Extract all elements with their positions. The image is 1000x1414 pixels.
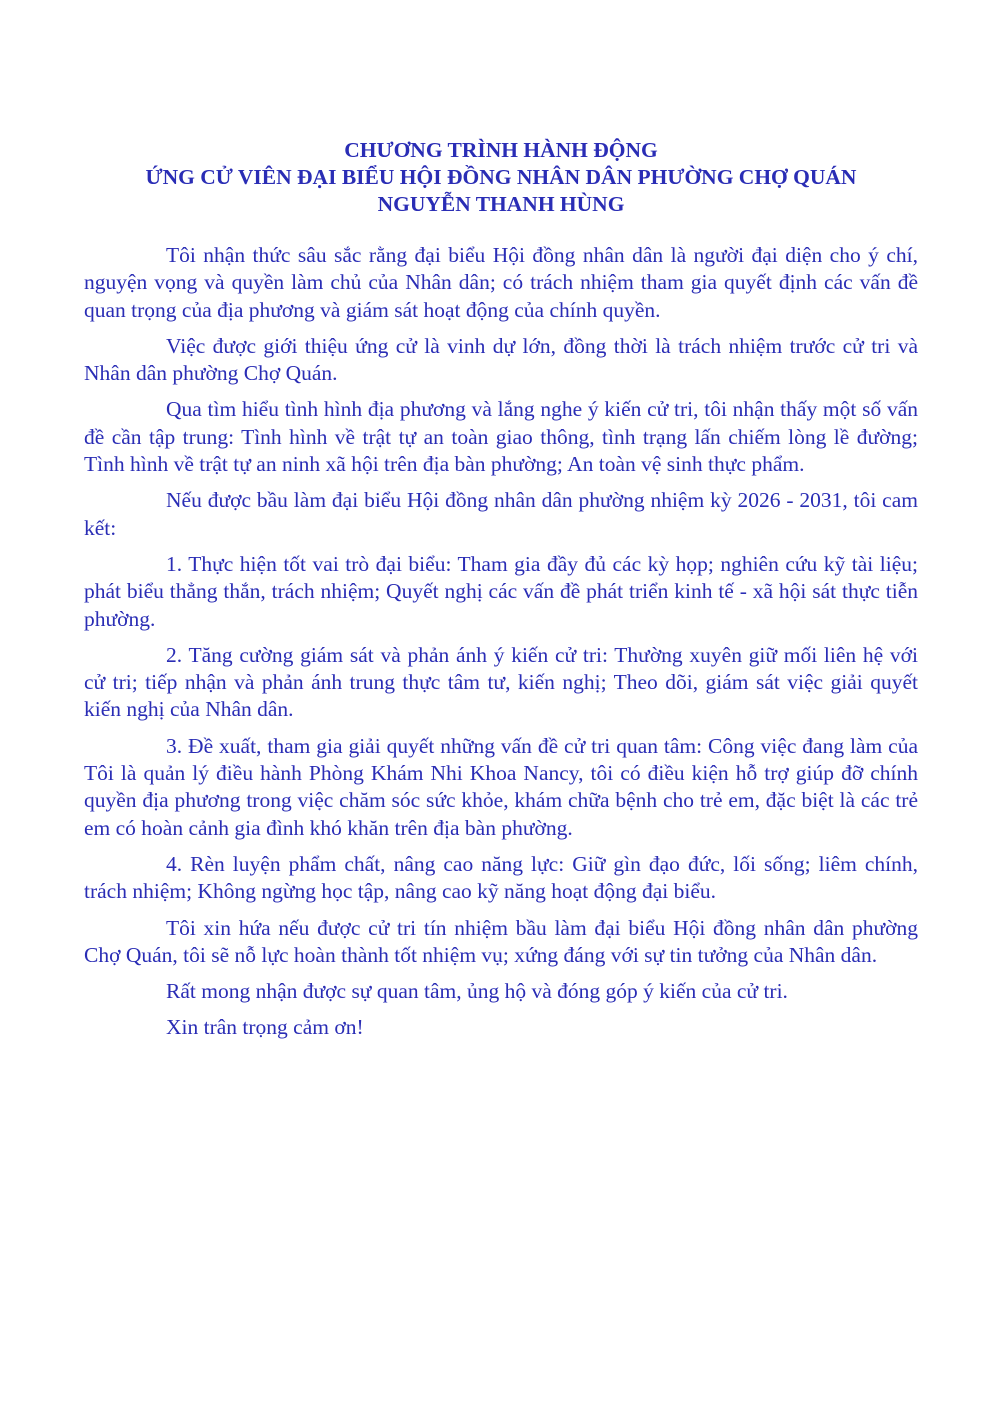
paragraph-promise: Tôi xin hứa nếu được cử tri tín nhiệm bầu làm đại biểu Hội đồng nhân dân phường Chợ Quán, tôi sẽ nỗ lực hoàn thành tốt nhiệm vụ; xứng đáng với sự tin tưởng của Nhân dân.: [84, 915, 918, 967]
paragraph-commitment-intro: Nếu được bầu làm đại biểu Hội đồng nhân dân phường nhiệm kỳ 2026 - 2031, tôi cam kết:: [84, 488, 918, 540]
title-line-candidate-role: ỨNG CỬ VIÊN ĐẠI BIỂU HỘI ĐỒNG NHÂN DÂN PHƯỜNG CHỢ QUÁN: [145, 165, 857, 189]
title-line-heading: CHƯƠNG TRÌNH HÀNH ĐỘNG: [344, 138, 658, 162]
commitment-item-2: 2. Tăng cường giám sát và phản ánh ý kiến cử tri: Thường xuyên giữ mối liên hệ với cử tri; tiếp nhận và phản ánh trung thực tâm tư, kiến nghị; Theo dõi, giám sát việc giải quyết kiến nghị của Nhân dân.: [84, 642, 918, 722]
title-line-candidate-name: NGUYỄN THANH HÙNG: [377, 192, 625, 216]
paragraph-thanks: Xin trân trọng cảm ơn!: [166, 1015, 364, 1040]
commitment-item-3: 3. Đề xuất, tham gia giải quyết những vấn đề cử tri quan tâm: Công việc đang làm của Tôi là quản lý điều hành Phòng Khám Nhi Khoa Nancy, tôi có điều kiện hỗ trợ giúp đỡ chính quyền địa phương trong việc chăm sóc sức khỏe, khám chữa bệnh cho trẻ em, đặc biệt là các trẻ em có hoàn cảnh gia đình khó khăn trên địa bàn phường.: [84, 733, 918, 840]
document-title: [84, 137, 918, 218]
commitment-item-1: 1. Thực hiện tốt vai trò đại biểu: Tham gia đầy đủ các kỳ họp; nghiên cứu kỹ tài liệu; phát biểu thẳng thắn, trách nhiệm; Quyết nghị các vấn đề phát triển kinh tế - xã hội sát thực tiễn phường.: [84, 551, 918, 631]
paragraph-local-issues: Qua tìm hiểu tình hình địa phương và lắng nghe ý kiến cử tri, tôi nhận thấy một số vấn đề cần tập trung: Tình hình về trật tự an toàn giao thông, tình trạng lấn chiếm lòng lề đường; Tình hình về trật tự an ninh xã hội trên địa bàn phường; An toàn vệ sinh thực phẩm.: [84, 397, 918, 477]
paragraph-honor: Việc được giới thiệu ứng cử là vinh dự lớn, đồng thời là trách nhiệm trước cử tri và Nhân dân phường Chợ Quán.: [84, 333, 918, 386]
commitment-item-4: 4. Rèn luyện phẩm chất, nâng cao năng lực: Giữ gìn đạo đức, lối sống; liêm chính, trách nhiệm; Không ngừng học tập, nâng cao kỹ năng hoạt động đại biểu.: [84, 851, 918, 904]
paragraph-request-support: Rất mong nhận được sự quan tâm, ủng hộ và đóng góp ý kiến của cử tri.: [166, 979, 788, 1004]
paragraph-awareness: Tôi nhận thức sâu sắc rằng đại biểu Hội đồng nhân dân là người đại diện cho ý chí, nguyện vọng và quyền làm chủ của Nhân dân; có trách nhiệm tham gia quyết định các vấn đề quan trọng của địa phương và giám sát hoạt động của chính quyền.: [84, 243, 918, 322]
document-page: [84, 137, 918, 1051]
